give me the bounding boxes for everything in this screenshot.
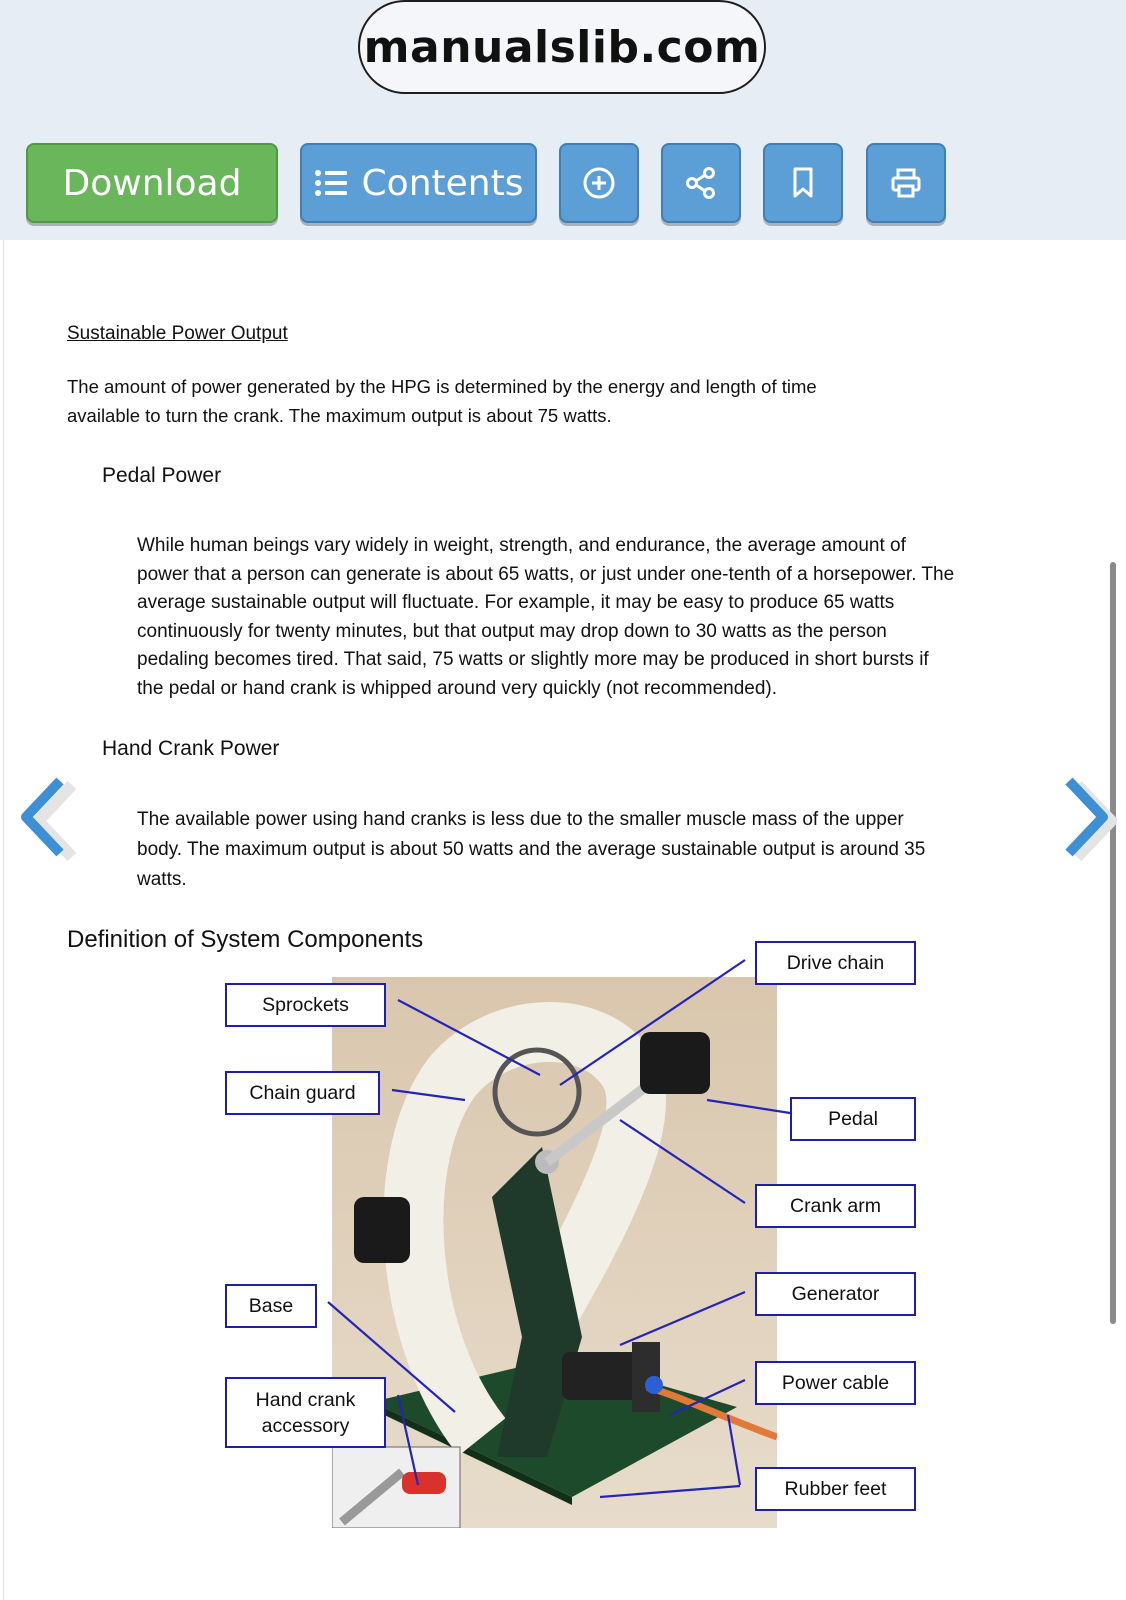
- scrollbar[interactable]: [1110, 562, 1116, 1324]
- label-power-cable-text: Power cable: [781, 1372, 890, 1394]
- label-crank-arm-text: Crank arm: [789, 1195, 882, 1217]
- contents-button[interactable]: [300, 143, 537, 223]
- label-rubber-feet: [755, 1467, 916, 1511]
- add-icon: [582, 166, 616, 200]
- bookmark-button[interactable]: [763, 143, 843, 223]
- label-sprockets-text: Sprockets: [262, 994, 349, 1016]
- label-chain-guard-text: Chain guard: [249, 1082, 356, 1104]
- print-button[interactable]: [866, 143, 946, 223]
- components-heading: Definition of System Components: [67, 926, 424, 953]
- pedal-power-heading: Pedal Power: [102, 464, 222, 487]
- previous-page-button[interactable]: [16, 775, 76, 870]
- pedal-power-paragraph: While human beings vary widely in weight, strength, and endurance, the average amount of power that a person can generate is about 65 watts, or just under one-tenth of a horsepower. The average sustainable output will fluctuate. For example, it may be easy to produce 65 watts continuously for twenty minutes, but that output may drop down to 30 watts as the person pedaling becomes tired. That said, 75 watts or slightly more may be produced in short bursts if the pedal or hand crank is whipped around very quickly (not recommended).: [137, 535, 955, 699]
- hand-crank-paragraph: The available power using hand cranks is less due to the smaller muscle mass of the upper body. The maximum output is about 50 watts and the average sustainable output is around 35 watts.: [137, 809, 926, 890]
- generator-photo: [332, 977, 777, 1528]
- print-icon: [889, 166, 923, 200]
- contents-button-label: Contents: [361, 162, 524, 204]
- label-drive-chain-text: Drive chain: [786, 952, 885, 974]
- share-button[interactable]: [661, 143, 741, 223]
- label-pedal-text: Pedal: [828, 1108, 878, 1130]
- add-button[interactable]: [559, 143, 639, 223]
- label-base: [225, 1284, 317, 1328]
- label-generator-text: Generator: [791, 1283, 880, 1305]
- label-sprockets: [225, 983, 386, 1027]
- section-title: Sustainable Power Output: [67, 323, 288, 344]
- label-hand-crank-accessory-text: Hand crank accessory: [255, 1388, 356, 1437]
- label-chain-guard: [225, 1071, 380, 1115]
- download-button[interactable]: [26, 143, 278, 223]
- bookmark-icon: [788, 166, 818, 200]
- share-icon: [684, 166, 718, 200]
- url-bar[interactable]: manualslib.com: [358, 0, 766, 94]
- label-pedal: [790, 1097, 916, 1141]
- intro-paragraph: The amount of power generated by the HPG is determined by the energy and length of time available to turn the crank. The maximum output is about 75 watts.: [67, 376, 817, 426]
- next-page-button[interactable]: [1057, 775, 1117, 870]
- label-hand-crank-accessory: [225, 1377, 386, 1448]
- list-icon: [314, 168, 348, 198]
- label-drive-chain: [755, 941, 916, 985]
- label-base-text: Base: [248, 1295, 294, 1317]
- label-rubber-feet-text: Rubber feet: [784, 1478, 887, 1500]
- label-power-cable: [755, 1361, 916, 1405]
- download-button-label: Download: [62, 162, 242, 204]
- label-generator: [755, 1272, 916, 1316]
- label-crank-arm: [755, 1184, 916, 1228]
- chevron-left-icon: [16, 852, 76, 869]
- hand-crank-heading: Hand Crank Power: [102, 737, 280, 760]
- chevron-right-icon: [1057, 852, 1117, 869]
